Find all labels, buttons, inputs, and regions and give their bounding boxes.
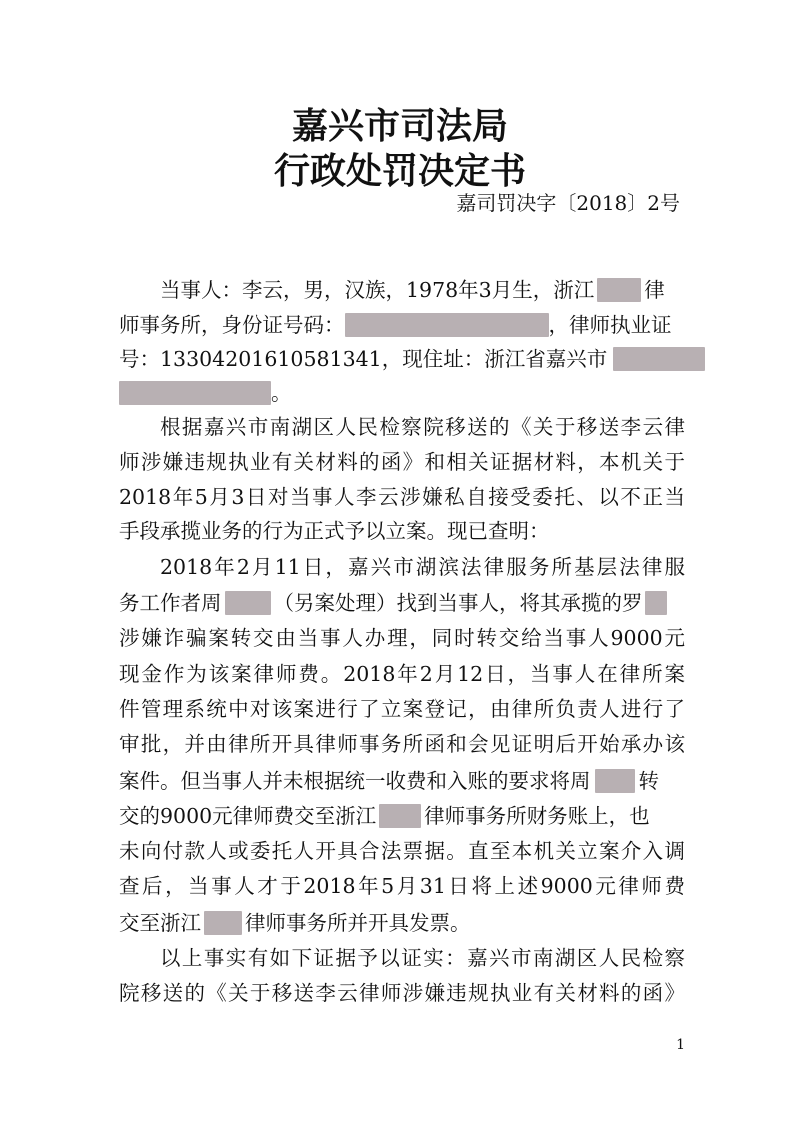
text-line: 未向付款人或委托人开具合法票据。直至本机关立案介入调 xyxy=(119,839,685,863)
text-line: 件管理系统中对该案进行了立案登记，由律所负责人进行了 xyxy=(119,697,685,721)
redaction-block xyxy=(645,591,667,615)
text-line xyxy=(119,802,685,830)
line-text: 交至浙江 xyxy=(119,911,201,935)
text-line xyxy=(119,589,685,617)
line-text: 案件。但当事人并未根据统一收费和入账的要求将周 xyxy=(119,769,591,793)
line-text: 号：13304201610581341，现住址：浙江省嘉兴市 xyxy=(119,347,608,371)
text-line: 2018年2月11日，嘉兴市湖滨法律服务所基层法律服 xyxy=(160,555,685,579)
redaction-block xyxy=(204,911,242,935)
line-text: 当事人：李云，男，汉族，1978年3月生，浙江 xyxy=(160,278,595,302)
line-text: （另案处理）找到当事人，将其承揽的罗 xyxy=(273,591,643,615)
line-text: 转 xyxy=(638,769,659,793)
line-text: 律 xyxy=(644,278,665,302)
text-line xyxy=(119,379,685,407)
text-line: 手段承揽业务的行为正式予以立案。现已查明： xyxy=(119,519,550,543)
text-line: 涉嫌诈骗案转交由当事人办理，同时转交给当事人9000元 xyxy=(119,626,685,650)
document-title-agency: 嘉兴市司法局 xyxy=(291,105,508,147)
redaction-block xyxy=(595,769,635,793)
line-text: 律师事务所财务账上，也 xyxy=(424,804,650,828)
redaction-block xyxy=(379,804,421,828)
text-line: 2018年5月3日对当事人李云涉嫌私自接受委托、以不正当 xyxy=(119,485,685,509)
line-text: 律师事务所并开具发票。 xyxy=(245,911,471,935)
text-line: 现金作为该案律师费。2018年2月12日，当事人在律所案 xyxy=(119,662,685,686)
redaction-block xyxy=(597,278,641,302)
line-text: 务工作者周 xyxy=(119,591,222,615)
text-line xyxy=(119,276,685,304)
text-line: 以上事实有如下证据予以证实：嘉兴市南湖区人民检察 xyxy=(160,946,685,970)
document-number: 嘉司罚决字〔2018〕2号 xyxy=(456,191,680,215)
text-line: 查后，当事人才于2018年5月31日将上述9000元律师费 xyxy=(119,874,685,898)
text-line: 院移送的《关于移送李云律师涉嫌违规执业有关材料的函》 xyxy=(119,981,685,1005)
page-number: 1 xyxy=(676,1037,685,1053)
line-text: ，律师执业证 xyxy=(548,313,672,337)
line-text: 师事务所，身份证号码： xyxy=(119,313,345,337)
document-title-type: 行政处罚决定书 xyxy=(273,150,526,192)
line-text: 交的9000元律师费交至浙江 xyxy=(119,804,377,828)
text-line xyxy=(119,345,685,373)
text-line: 师涉嫌违规执业有关材料的函》和相关证据材料，本机关于 xyxy=(119,450,685,474)
text-line: 根据嘉兴市南湖区人民检察院移送的《关于移送李云律 xyxy=(160,415,685,439)
redaction-block xyxy=(345,313,549,337)
text-line xyxy=(119,311,685,339)
line-text: 。 xyxy=(271,381,292,405)
redaction-block xyxy=(225,591,271,615)
text-line xyxy=(119,767,685,795)
text-line: 审批，并由律所开具律师事务所函和会见证明后开始承办该 xyxy=(119,732,685,756)
redaction-block xyxy=(119,381,271,405)
redaction-block xyxy=(613,347,705,371)
text-line xyxy=(119,909,685,937)
